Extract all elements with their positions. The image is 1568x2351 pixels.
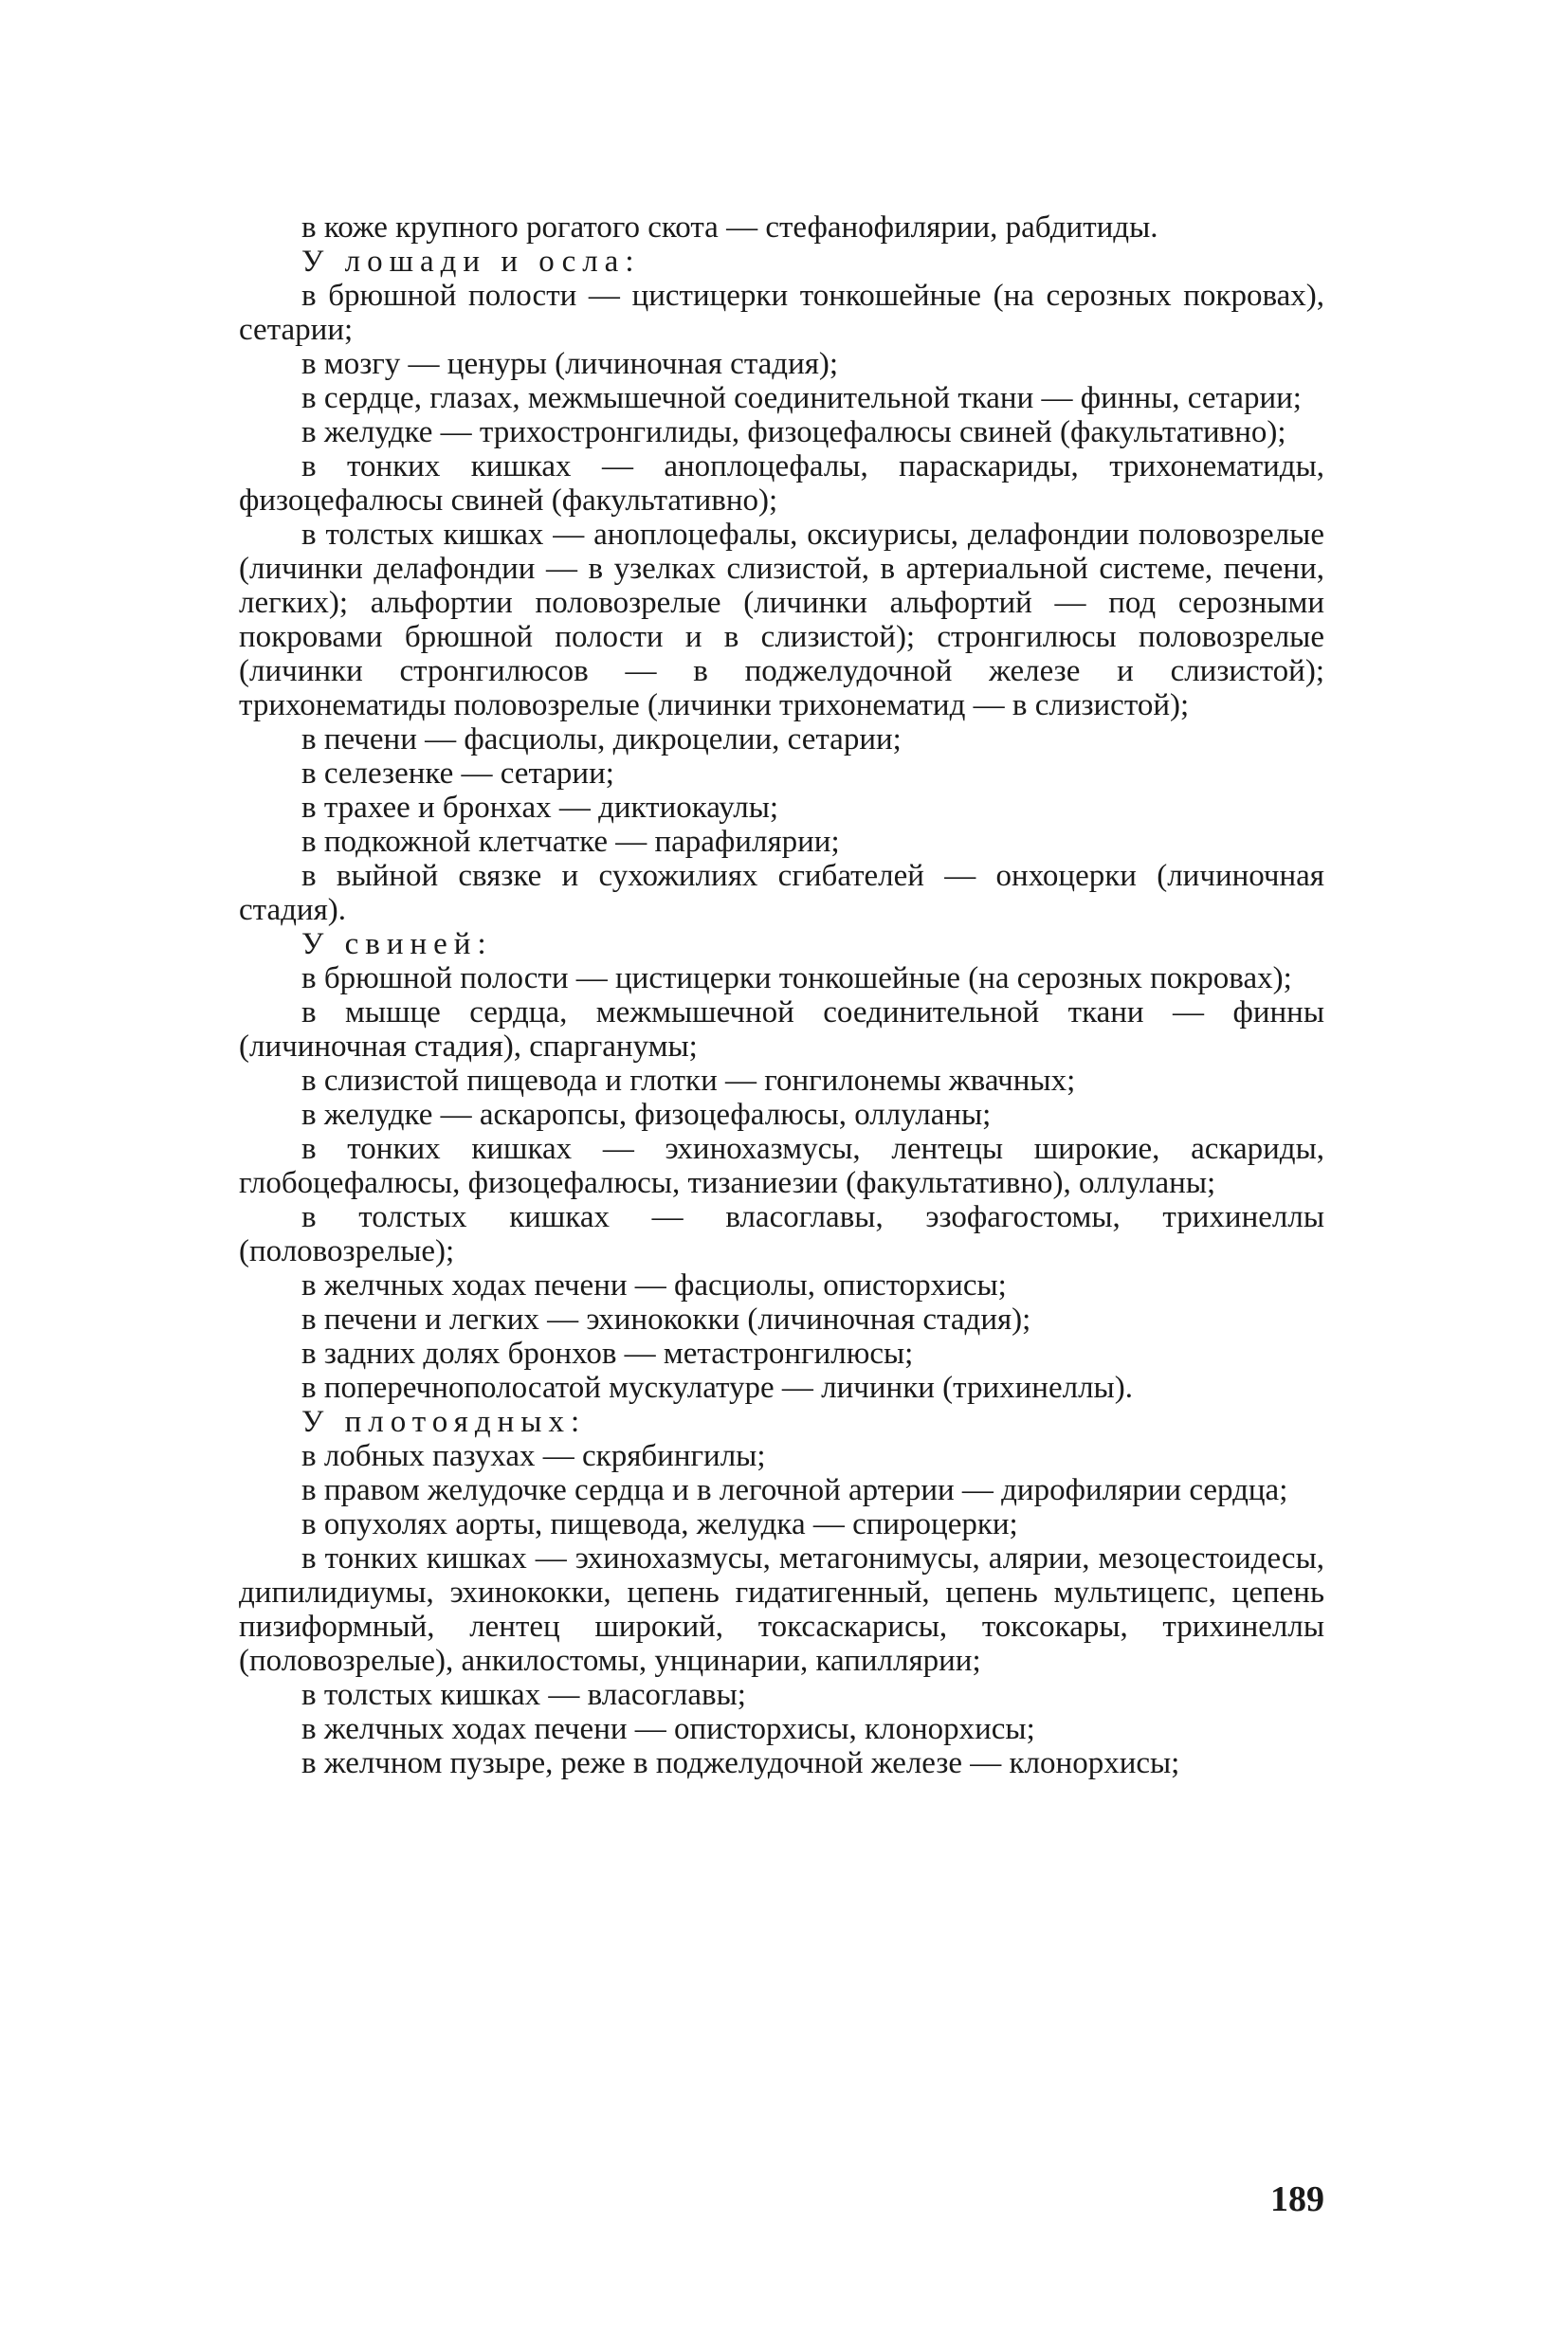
text-line: в трахее и бронхах — диктиокаулы; [301,791,779,825]
page-body [239,210,1324,1780]
text-line: в правом желудочке сердца и в легочной артерии — дирофилярии сердца; [301,1473,1288,1507]
text-line: в желудке — трихостронгилиды, физоцефалюсы свиней (факультативно); [301,415,1286,449]
text-line: в желчных ходах печени — фасциолы, описторхисы; [301,1268,1007,1303]
section-heading-pigs: У свиней: [301,927,493,961]
text-line: в желудке — аскаропсы, физоцефалюсы, оллуланы; [301,1098,992,1132]
text-line: в подкожной клетчатке — парафилярии; [301,825,840,859]
page-number: 189 [1270,2179,1324,2219]
text-line: в мышце сердца, межмышечной соединительной ткани — финны (личиночная стадия), спарганумы; [239,995,1324,1064]
text-line: в сердце, глазах, межмышечной соединительной ткани — финны, сетарии; [301,381,1302,415]
text-line: в выйной связке и сухожилиях сгибателей — онхоцерки (личиночная стадия). [239,859,1324,927]
text-line: в поперечнополосатой мускулатуре — личинки (трихинеллы). [301,1371,1133,1405]
text-line: в тонких кишках — эхинохазмусы, лентецы широкие, аскариды, глобоцефалюсы, физоцефалюсы, тизаниезии (факультативно), оллуланы; [239,1132,1324,1200]
text-line: в лобных пазухах — скрябингилы; [301,1439,766,1473]
text-line: в мозгу — ценуры (личиночная стадия); [301,347,839,381]
section-heading-carnivores: У плотоядных: [301,1405,587,1439]
text-line: в задних долях бронхов — метастронгилюсы; [301,1337,914,1371]
text-line: в брюшной полости — цистицерки тонкошейные (на серозных покровах); [301,961,1292,995]
text-line: в печени и легких — эхинококки (личиночная стадия); [301,1303,1031,1337]
text-line: в печени — фасциолы, дикроцелии, сетарии; [301,722,902,756]
text-line: в коже крупного рогатого скота — стефанофилярии, рабдитиды. [301,210,1158,245]
section-heading-horse-donkey: У лошади и осла: [301,245,641,279]
text-line: в брюшной полости — цистицерки тонкошейные (на серозных покровах), сетарии; [239,279,1324,347]
text-line: в тонких кишках — эхинохазмусы, метагонимусы, алярии, мезоцестоидесы, дипилидиумы, эхинококки, цепень гидатигенный, цепень мультицепс, цепень пизиформный, лентец широкий, токсаскарисы, токсокары, трихинеллы (половозрелые), анкилостомы, унцинарии, капиллярии; [239,1541,1324,1678]
text-line: в толстых кишках — власоглавы, эзофагостомы, трихинеллы (половозрелые); [239,1200,1324,1268]
text-line: в желчных ходах печени — описторхисы, клонорхисы; [301,1712,1035,1746]
text-line: в тонких кишках — аноплоцефалы, параскариды, трихонематиды, физоцефалюсы свиней (факультативно); [239,449,1324,518]
text-line: в слизистой пищевода и глотки — гонгилонемы жвачных; [301,1064,1076,1098]
text-line: в селезенке — сетарии; [301,756,614,791]
text-line: в толстых кишках — аноплоцефалы, оксиурисы, делафондии половозрелые (личинки делафондии — в узелках слизистой, в артериальной системе, печени, легких); альфортии половозрелые (личинки альфортий — под серозными покровами брюшной полости и в слизистой); стронгилюсы половозрелые (личинки стронгилюсов — в поджелудочной железе и слизистой); трихонематиды половозрелые (личинки трихонематид — в слизистой); [239,518,1324,722]
text-line: в желчном пузыре, реже в поджелудочной железе — клонорхисы; [301,1746,1180,1780]
text-line: в толстых кишках — власоглавы; [301,1678,746,1712]
text-line: в опухолях аорты, пищевода, желудка — спироцерки; [301,1507,1018,1541]
